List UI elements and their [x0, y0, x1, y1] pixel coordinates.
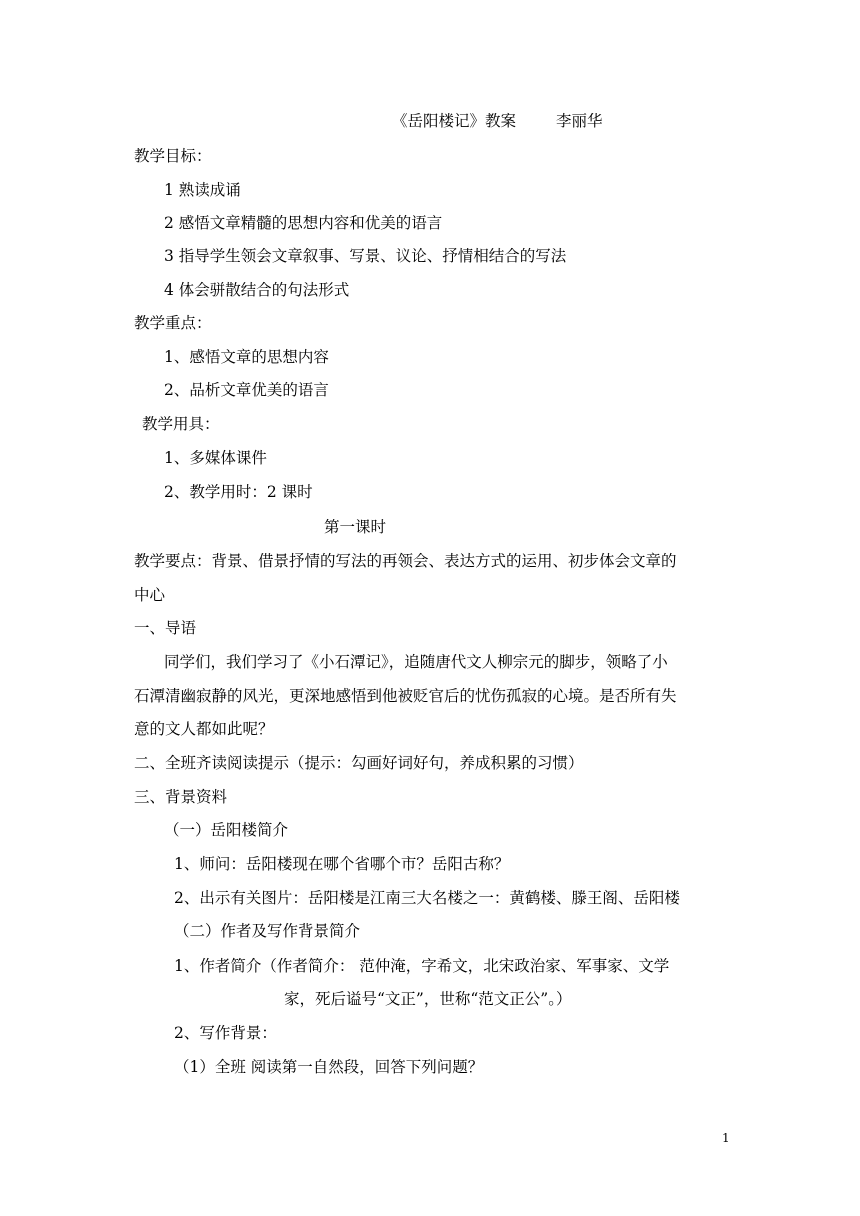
author-name: 李丽华 [556, 112, 603, 130]
objectives-heading: 教学目标： [134, 147, 212, 165]
key-point-item: 2、品析文章优美的语言 [164, 381, 329, 399]
key-point-item: 1、感悟文章的思想内容 [164, 348, 329, 366]
intro-paragraph-line: 同学们，我们学习了《小石潭记》，追随唐代文人柳宗元的脚步，领略了小 [164, 653, 668, 671]
intro-paragraph-line: 石潭清幽寂静的风光，更深地感悟到他被贬官后的忧伤孤寂的心境。是否所有失 [134, 687, 677, 705]
background-heading: 2、写作背景： [174, 1024, 277, 1042]
objective-item: 2 感悟文章精髓的思想内容和优美的语言 [164, 214, 443, 232]
page-number: 1 [722, 1131, 730, 1145]
document-title [392, 111, 603, 131]
tool-item: 2、教学用时：2 课时 [164, 483, 313, 501]
author-intro-line: 1、作者简介（作者简介： 范仲淹，字希文，北宋政治家、军事家、文学 [174, 957, 670, 975]
objective-item: 4 体会骈散结合的句法形式 [164, 281, 350, 299]
title-text: 《岳阳楼记》教案 [392, 112, 517, 130]
lesson-points-line: 中心 [134, 586, 166, 604]
tool-item: 1、多媒体课件 [164, 449, 267, 467]
objective-item: 3 指导学生领会文章叙事、写景、议论、抒情相结合的写法 [164, 247, 567, 265]
section-heading-reading: 二、全班齐读阅读提示（提示：勾画好词好句，养成积累的习惯） [134, 754, 584, 772]
objective-item: 1 熟读成诵 [164, 181, 241, 199]
reading-question: （1）全班 阅读第一自然段，回答下列问题？ [174, 1058, 484, 1076]
subsection-heading-tower: （一）岳阳楼简介 [164, 821, 289, 839]
key-points-heading: 教学重点： [134, 314, 212, 332]
section-heading-intro: 一、导语 [134, 619, 197, 637]
intro-paragraph-line: 意的文人都如此呢？ [134, 720, 274, 738]
section-heading-background: 三、背景资料 [134, 788, 228, 806]
author-intro-line: 家，死后谥号“文正”，世称“范文正公”。） [284, 990, 572, 1008]
tower-item: 2、出示有关图片：岳阳楼是江南三大名楼之一：黄鹤楼、滕王阁、岳阳楼 [174, 889, 680, 907]
lesson-points-line: 教学要点：背景、借景抒情的写法的再领会、表达方式的运用、初步体会文章的 [134, 552, 677, 570]
subsection-heading-author: （二）作者及写作背景简介 [174, 922, 361, 940]
tools-heading: 教学用具： [142, 415, 220, 433]
tower-item: 1、师问：岳阳楼现在哪个省哪个市？岳阳古称？ [174, 855, 510, 873]
lesson-heading: 第一课时 [324, 518, 387, 536]
